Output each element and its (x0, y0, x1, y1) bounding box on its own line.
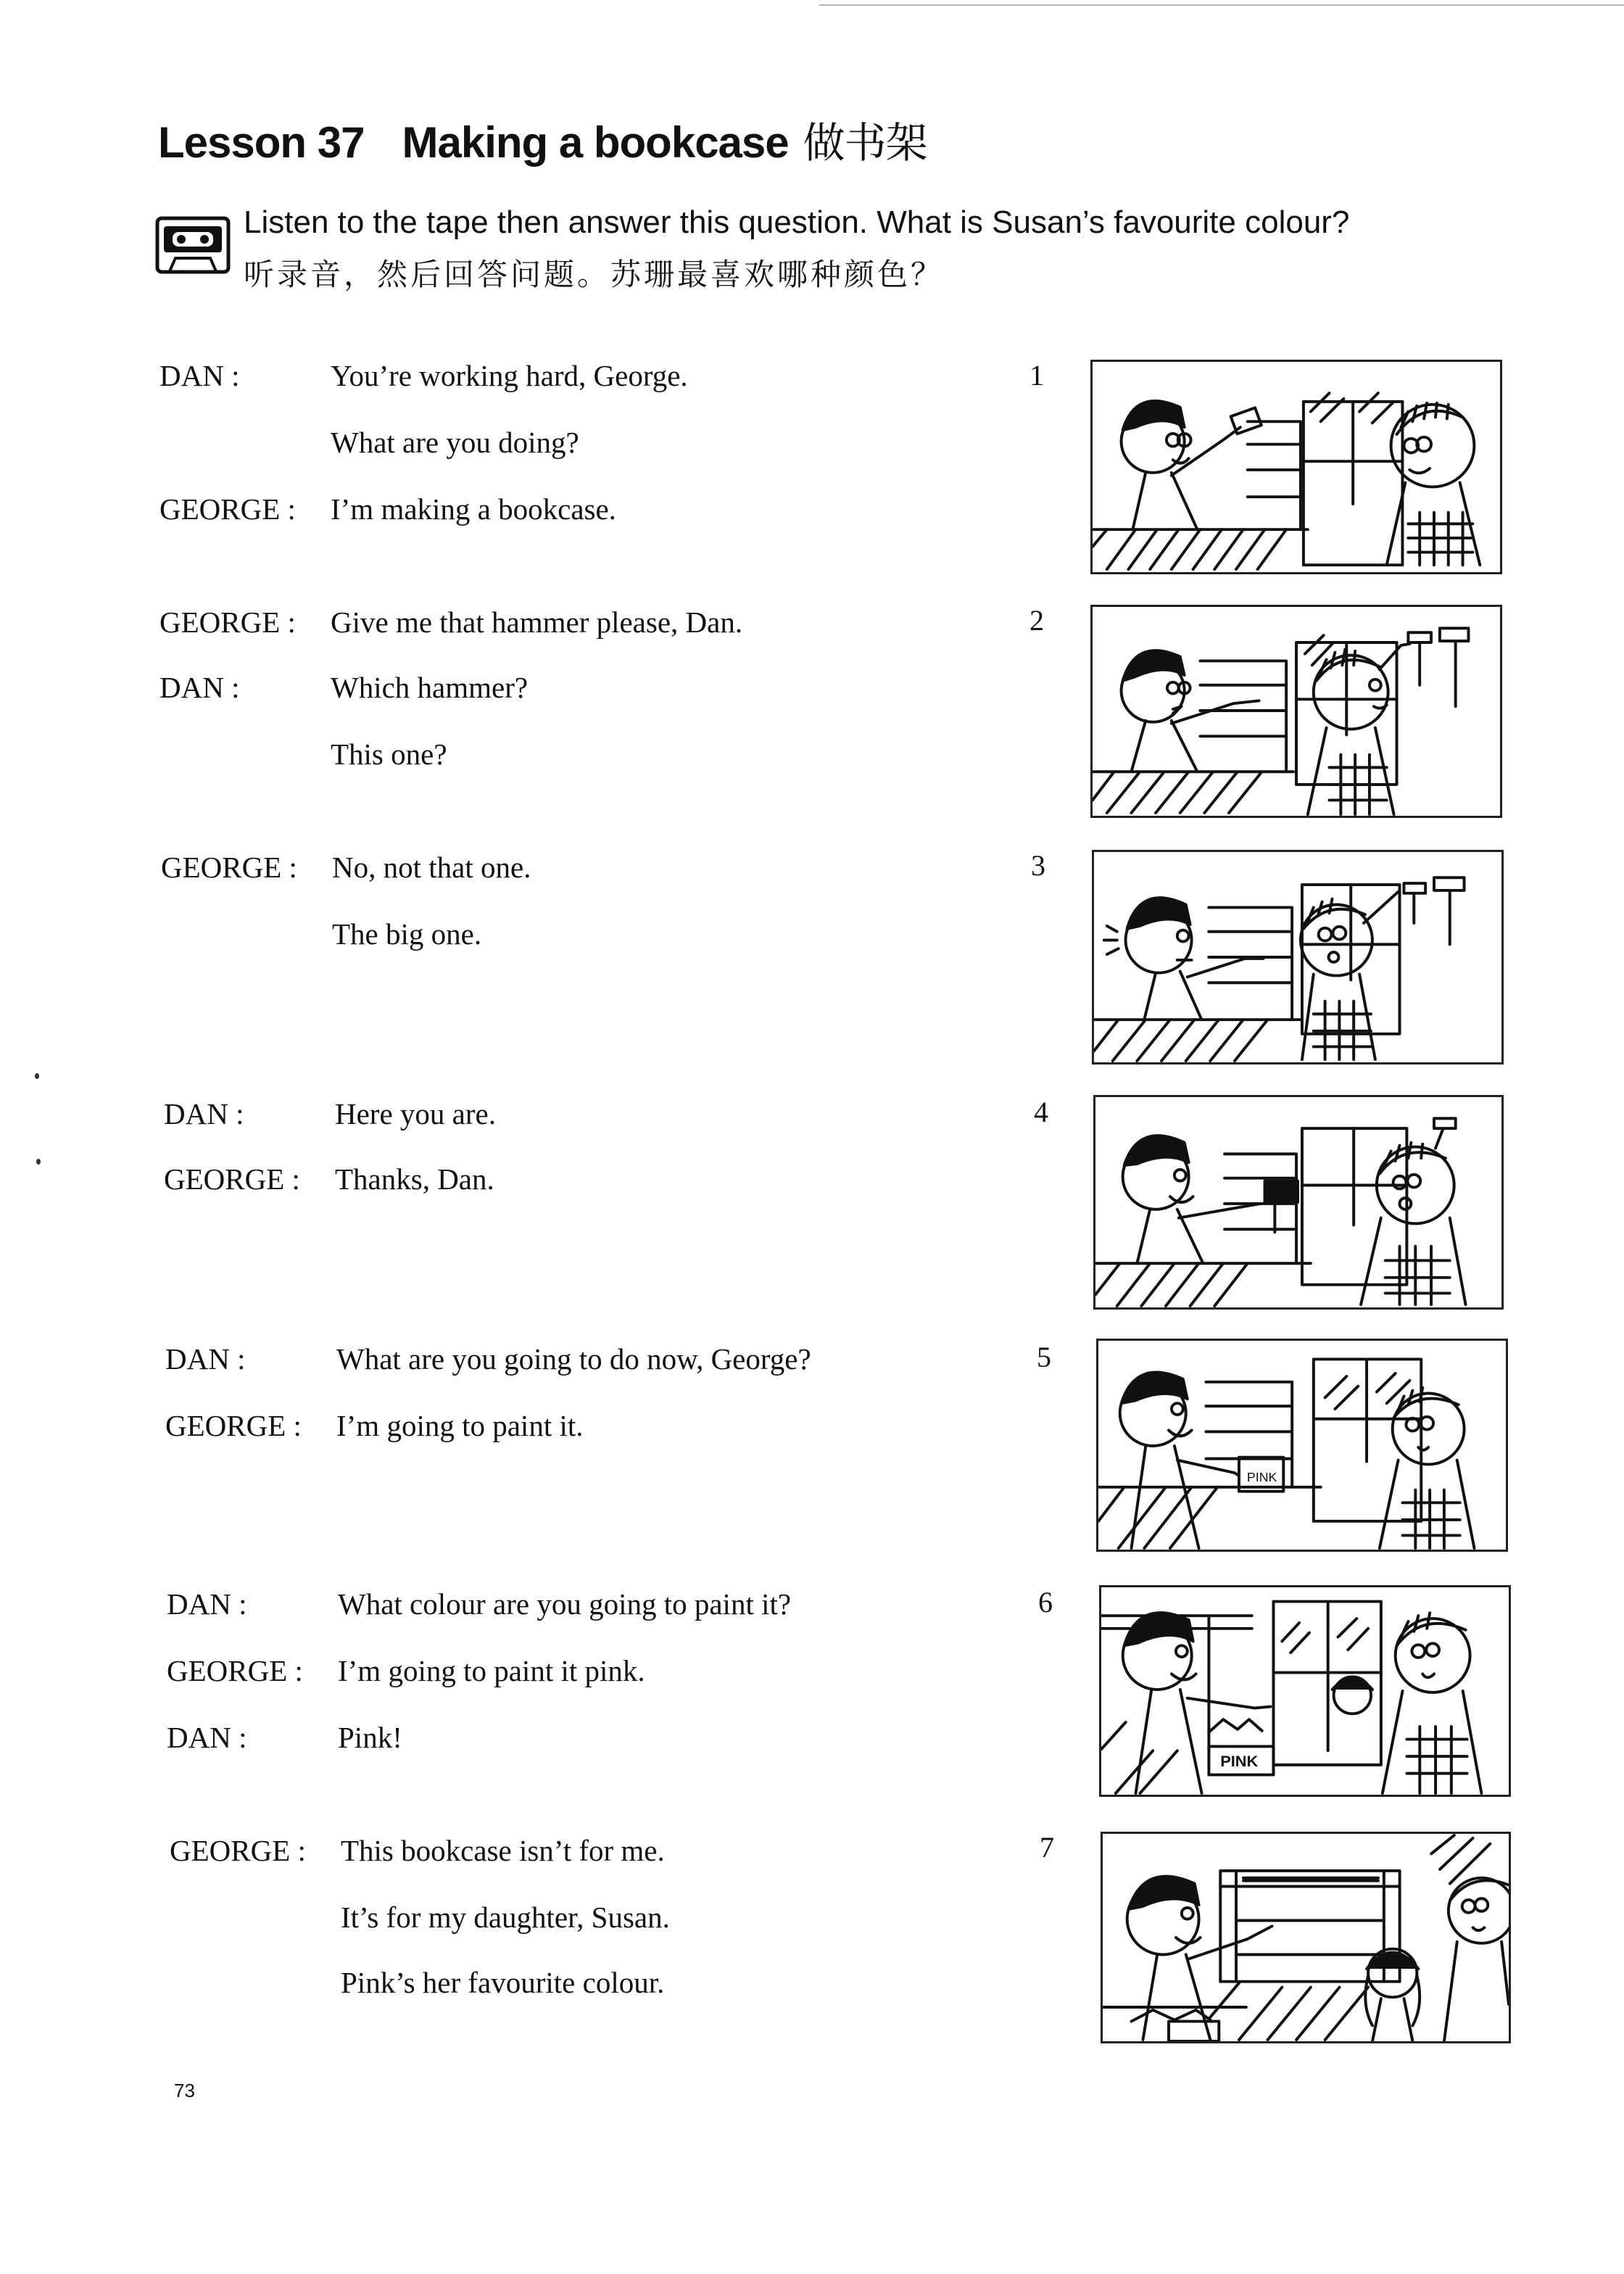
dialogue-line: What are you going to do now, George? (336, 1342, 811, 1376)
dialogue-line: The big one. (332, 917, 482, 951)
picture-number: 4 (1034, 1096, 1048, 1128)
speaker-label: DAN : (167, 1587, 247, 1621)
illustration-panel-4 (1093, 1095, 1504, 1310)
dialogue-line: I’m going to paint it. (336, 1409, 584, 1442)
dialogue-line: This one? (331, 737, 447, 771)
dialogue-line: What colour are you going to paint it? (338, 1587, 792, 1621)
speaker-label: GEORGE : (167, 1654, 303, 1687)
dialogue-line: You’re working hard, George. (331, 359, 688, 392)
speaker-label: DAN : (164, 1097, 244, 1130)
illustration-panel-2 (1090, 605, 1502, 818)
picture-number: 6 (1038, 1586, 1053, 1618)
dialogue-line: No, not that one. (332, 851, 531, 884)
dialogue-line: It’s for my daughter, Susan. (341, 1901, 670, 1934)
listening-question: Listen to the tape then answer this question. What is Susan’s favourite colour? (244, 204, 1350, 240)
dialogue-line: What are you doing? (331, 426, 579, 459)
listening-question-chinese: 听录音，然后回答问题。苏珊最喜欢哪种颜色？ (244, 257, 945, 292)
illustration-panel-6 (1099, 1585, 1511, 1797)
cassette-tape-icon (155, 216, 231, 274)
paint-tin-label: PINK (1220, 1751, 1259, 1770)
dialogue-line: Pink’s her favourite colour. (341, 1966, 665, 1999)
speaker-label: GEORGE : (164, 1162, 300, 1196)
dialogue-line: Here you are. (335, 1097, 496, 1130)
illustration-panel-5 (1096, 1339, 1508, 1552)
illustration-panel-7 (1101, 1832, 1511, 2043)
dialogue-line: Thanks, Dan. (335, 1162, 494, 1196)
picture-number: 3 (1031, 849, 1045, 882)
dialogue-line: I’m going to paint it pink. (338, 1654, 645, 1687)
speaker-label: DAN : (160, 359, 240, 392)
lesson-name: Making a bookcase (402, 118, 789, 167)
lesson-title (158, 109, 927, 170)
speaker-label: DAN : (160, 671, 240, 704)
paint-tin-label: PINK (1246, 1470, 1277, 1484)
top-rule (819, 4, 1624, 6)
picture-number: 5 (1037, 1341, 1051, 1373)
picture-number: 1 (1030, 359, 1044, 392)
speaker-label: GEORGE : (165, 1409, 302, 1442)
picture-number: 7 (1040, 1831, 1054, 1864)
dialogue-line: Which hammer? (331, 671, 529, 704)
speaker-label: GEORGE : (160, 492, 296, 526)
illustration-panel-1 (1090, 360, 1502, 574)
speaker-label: GEORGE : (170, 1834, 306, 1867)
scan-speck (36, 1159, 41, 1165)
speaker-label: DAN : (165, 1342, 246, 1376)
dialogue-line: This bookcase isn’t for me. (341, 1834, 665, 1867)
lesson-number: Lesson 37 (158, 118, 365, 167)
dialogue-line: Give me that hammer please, Dan. (331, 605, 743, 639)
page-number: 73 (174, 2080, 195, 2101)
dialogue-line: I’m making a bookcase. (331, 492, 616, 526)
speaker-label: GEORGE : (161, 851, 297, 884)
picture-number: 2 (1030, 604, 1044, 637)
dialogue-line: Pink! (338, 1721, 402, 1754)
lesson-name-chinese: 做书架 (803, 120, 927, 167)
speaker-label: DAN : (167, 1721, 247, 1754)
speaker-label: GEORGE : (160, 605, 296, 639)
scan-speck (35, 1073, 39, 1079)
illustration-panel-3 (1092, 850, 1504, 1064)
